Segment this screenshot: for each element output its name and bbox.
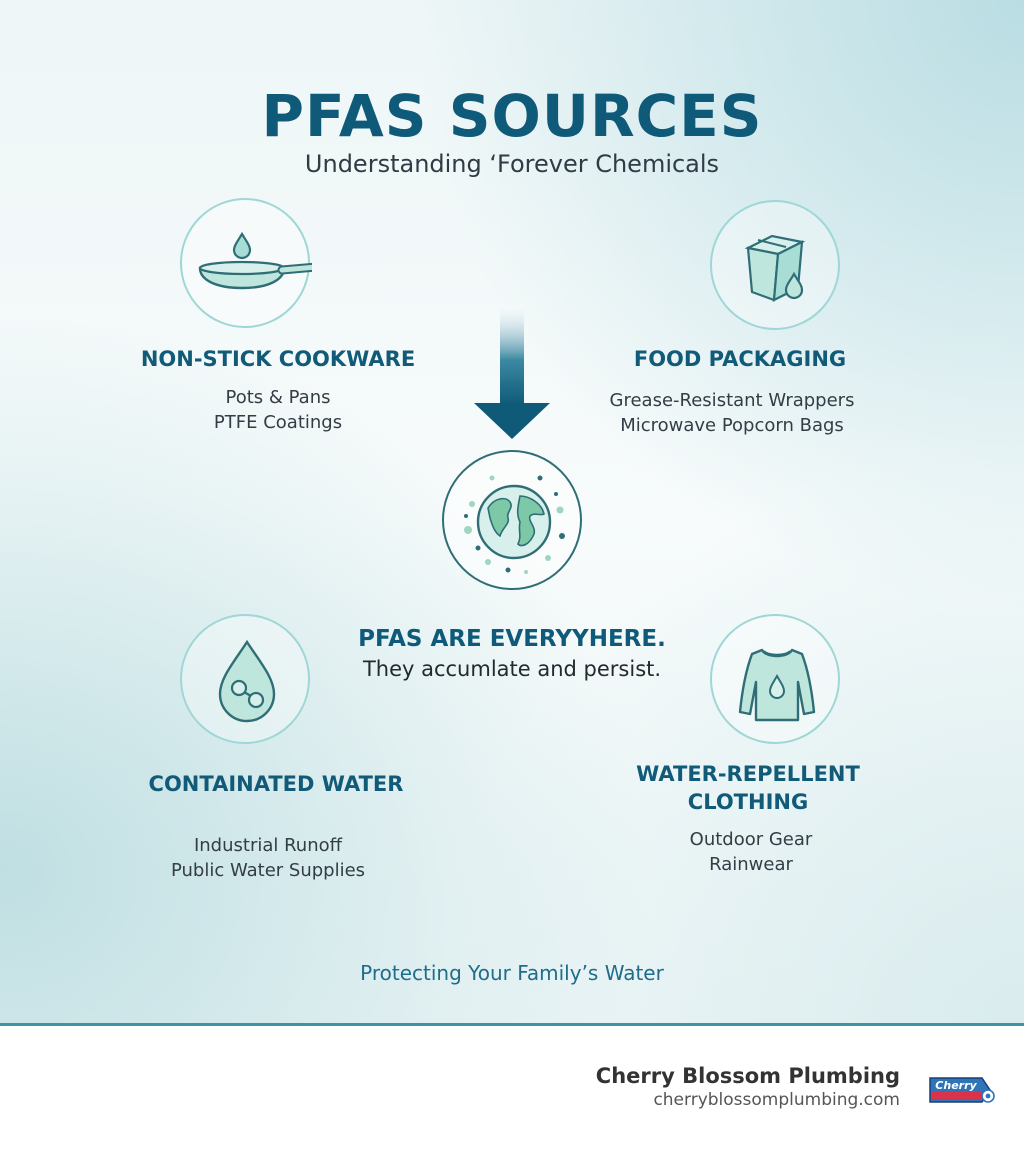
category-item-clothing-2: Rainwear [709, 854, 793, 875]
center-subline: They accumlate and persist. [362, 657, 662, 681]
category-item-packaging-2: Microwave Popcorn Bags [620, 415, 844, 436]
down-arrow-icon [470, 305, 554, 445]
takeout-box-icon [710, 200, 840, 330]
category-item-water-2: Public Water Supplies [170, 860, 366, 881]
logo-text: Cherry [935, 1079, 977, 1092]
category-title-clothing-line2: CLOTHING [687, 790, 809, 814]
frying-pan-icon [180, 198, 310, 328]
brand-name: Cherry Blossom Plumbing [595, 1064, 900, 1088]
category-title-cookware: NON-STICK COOKWARE [140, 347, 416, 371]
category-item-cookware-2: PTFE Coatings [213, 412, 343, 433]
page-subtitle: Understanding ‘Forever Chemicals [304, 150, 720, 178]
category-item-cookware-1: Pots & Pans [225, 387, 331, 408]
category-item-packaging-1: Grease-Resistant Wrappers [609, 390, 855, 411]
water-drop-molecule-icon [180, 614, 310, 744]
page-title: PFAS SOURCES [261, 82, 763, 150]
jacket-icon [710, 614, 840, 744]
category-title-clothing-line1: WATER-REPELLENT [636, 762, 860, 786]
brand-url[interactable]: cherryblossomplumbing.com [653, 1090, 900, 1110]
category-title-water: CONTAINATED WATER [148, 772, 404, 796]
category-title-packaging: FOOD PACKAGING [633, 347, 847, 371]
category-item-clothing-1: Outdoor Gear [689, 829, 813, 850]
category-item-water-1: Industrial Runoff [193, 835, 343, 856]
center-headline: PFAS ARE EVERYYHERE. [358, 626, 666, 652]
tagline: Protecting Your Family’s Water [360, 961, 664, 985]
brand-logo [926, 1070, 998, 1110]
globe-icon [442, 450, 582, 590]
